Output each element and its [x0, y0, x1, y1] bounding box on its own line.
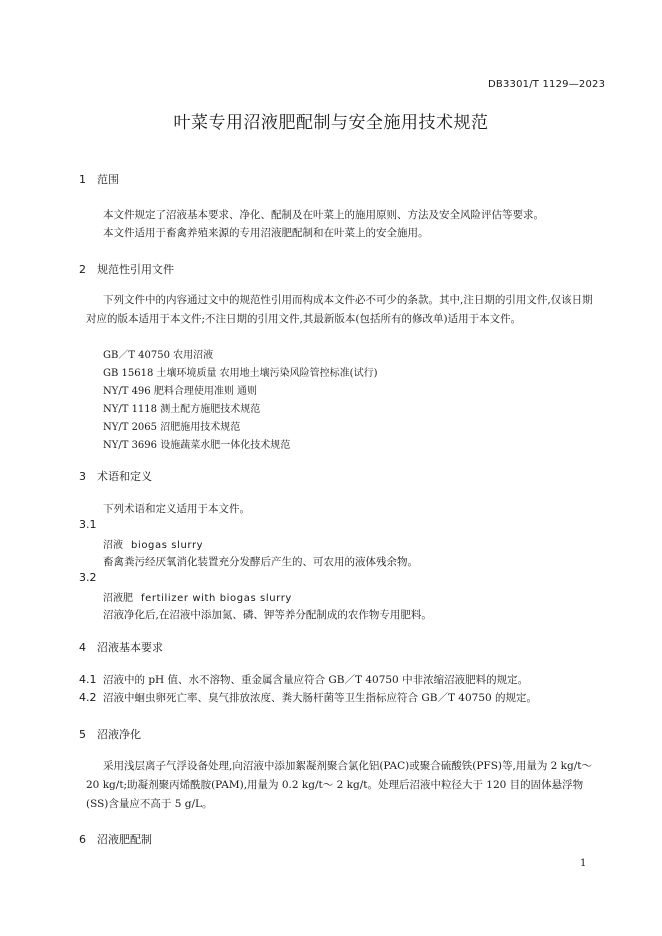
- section-title: 沼液净化: [97, 728, 141, 741]
- section-title: 沼液肥配制: [97, 833, 152, 846]
- term-chinese: 沼液: [103, 540, 123, 551]
- page-number: 1: [580, 858, 587, 869]
- section-5-paragraph: 采用浅层离子气浮设备处理,向沼液中添加絮凝剂聚合氯化铝(PAC)或聚合硫酸铁(PFS)等,用量为 2 kg/t～ 20 kg/t;助凝剂聚丙烯酰胺(PAM),用量为 0.2 kg/t～ 2 kg/t。处理后沼液中粒径大于 120 目的固体悬浮物(SS)含量应不高于 5 g/L。: [86, 760, 593, 810]
- term-definition: 沼液净化后,在沼液中添加氮、磷、钾等养分配制成的农作物专用肥料。: [103, 609, 432, 621]
- item-text: 沼液中的 pH 值、水不溶物、重金属含量应符合 GB／T 40750 中非浓缩沼液肥料的规定。: [103, 674, 529, 686]
- section-number: 6: [79, 833, 86, 846]
- term-english: biogas slurry: [131, 540, 204, 551]
- section-number: 1: [79, 173, 86, 186]
- section-number: 3: [79, 470, 86, 483]
- term-number: 3.1: [79, 518, 97, 531]
- section-2-heading: [79, 261, 174, 277]
- section-4-heading: [79, 639, 163, 655]
- section-title: 沼液基本要求: [97, 641, 163, 654]
- item-number: 4.2: [79, 691, 97, 704]
- reference-item: NY/T 496 肥料合理使用准则 通则: [103, 386, 258, 397]
- reference-item: NY/T 3696 设施蔬菜水肥一体化技术规范: [103, 440, 291, 451]
- section-3-heading: [79, 468, 152, 484]
- section-6-heading: [79, 831, 152, 847]
- section-3-intro: 下列术语和定义适用于本文件。: [103, 503, 250, 515]
- term-english: fertilizer with biogas slurry: [141, 593, 292, 604]
- section-title: 规范性引用文件: [97, 263, 174, 276]
- section-2-intro: 下列文件中的内容通过文中的规范性引用而构成本文件必不可少的条款。其中,注日期的引用文件,仅该日期对应的版本适用于本文件;不注日期的引用文件,其最新版本(包括所有的修改单)适用于本文件。: [86, 294, 593, 325]
- term-heading: [103, 536, 203, 551]
- section-number: 5: [79, 728, 86, 741]
- section-1-paragraph: 本文件规定了沼液基本要求、净化、配制及在叶菜上的施用原则、方法及安全风险评估等要求。: [103, 209, 544, 221]
- reference-item: NY/T 1118 测土配方施肥技术规范: [103, 404, 261, 415]
- reference-item: NY/T 2065 沼肥施用技术规范: [103, 422, 241, 433]
- document-title: 叶菜专用沼液肥配制与安全施用技术规范: [173, 113, 489, 133]
- requirement-item: [79, 672, 528, 687]
- reference-item: GB／T 40750 农用沼液: [103, 350, 214, 361]
- section-title: 范围: [97, 173, 119, 186]
- standard-number: DB3301/T 1129—2023: [488, 79, 606, 90]
- section-1-heading: [79, 171, 119, 187]
- item-number: 4.1: [79, 673, 97, 686]
- section-number: 2: [79, 263, 86, 276]
- section-5-heading: [79, 726, 141, 742]
- item-text: 沼液中蛔虫卵死亡率、臭气排放浓度、粪大肠杆菌等卫生指标应符合 GB／T 40750 的规定。: [103, 692, 538, 704]
- section-title: 术语和定义: [97, 470, 152, 483]
- reference-item: GB 15618 土壤环境质量 农用地土壤污染风险管控标准(试行): [103, 368, 378, 379]
- term-chinese: 沼液肥: [103, 593, 133, 604]
- term-definition: 畜禽粪污经厌氧消化装置充分发酵后产生的、可农用的液体残余物。: [103, 556, 418, 568]
- section-number: 4: [79, 641, 86, 654]
- term-heading: [103, 589, 292, 604]
- section-1-paragraph: 本文件适用于畜禽养殖来源的专用沼液肥配制和在叶菜上的安全施用。: [103, 227, 429, 239]
- term-number: 3.2: [79, 571, 97, 584]
- requirement-item: [79, 690, 537, 705]
